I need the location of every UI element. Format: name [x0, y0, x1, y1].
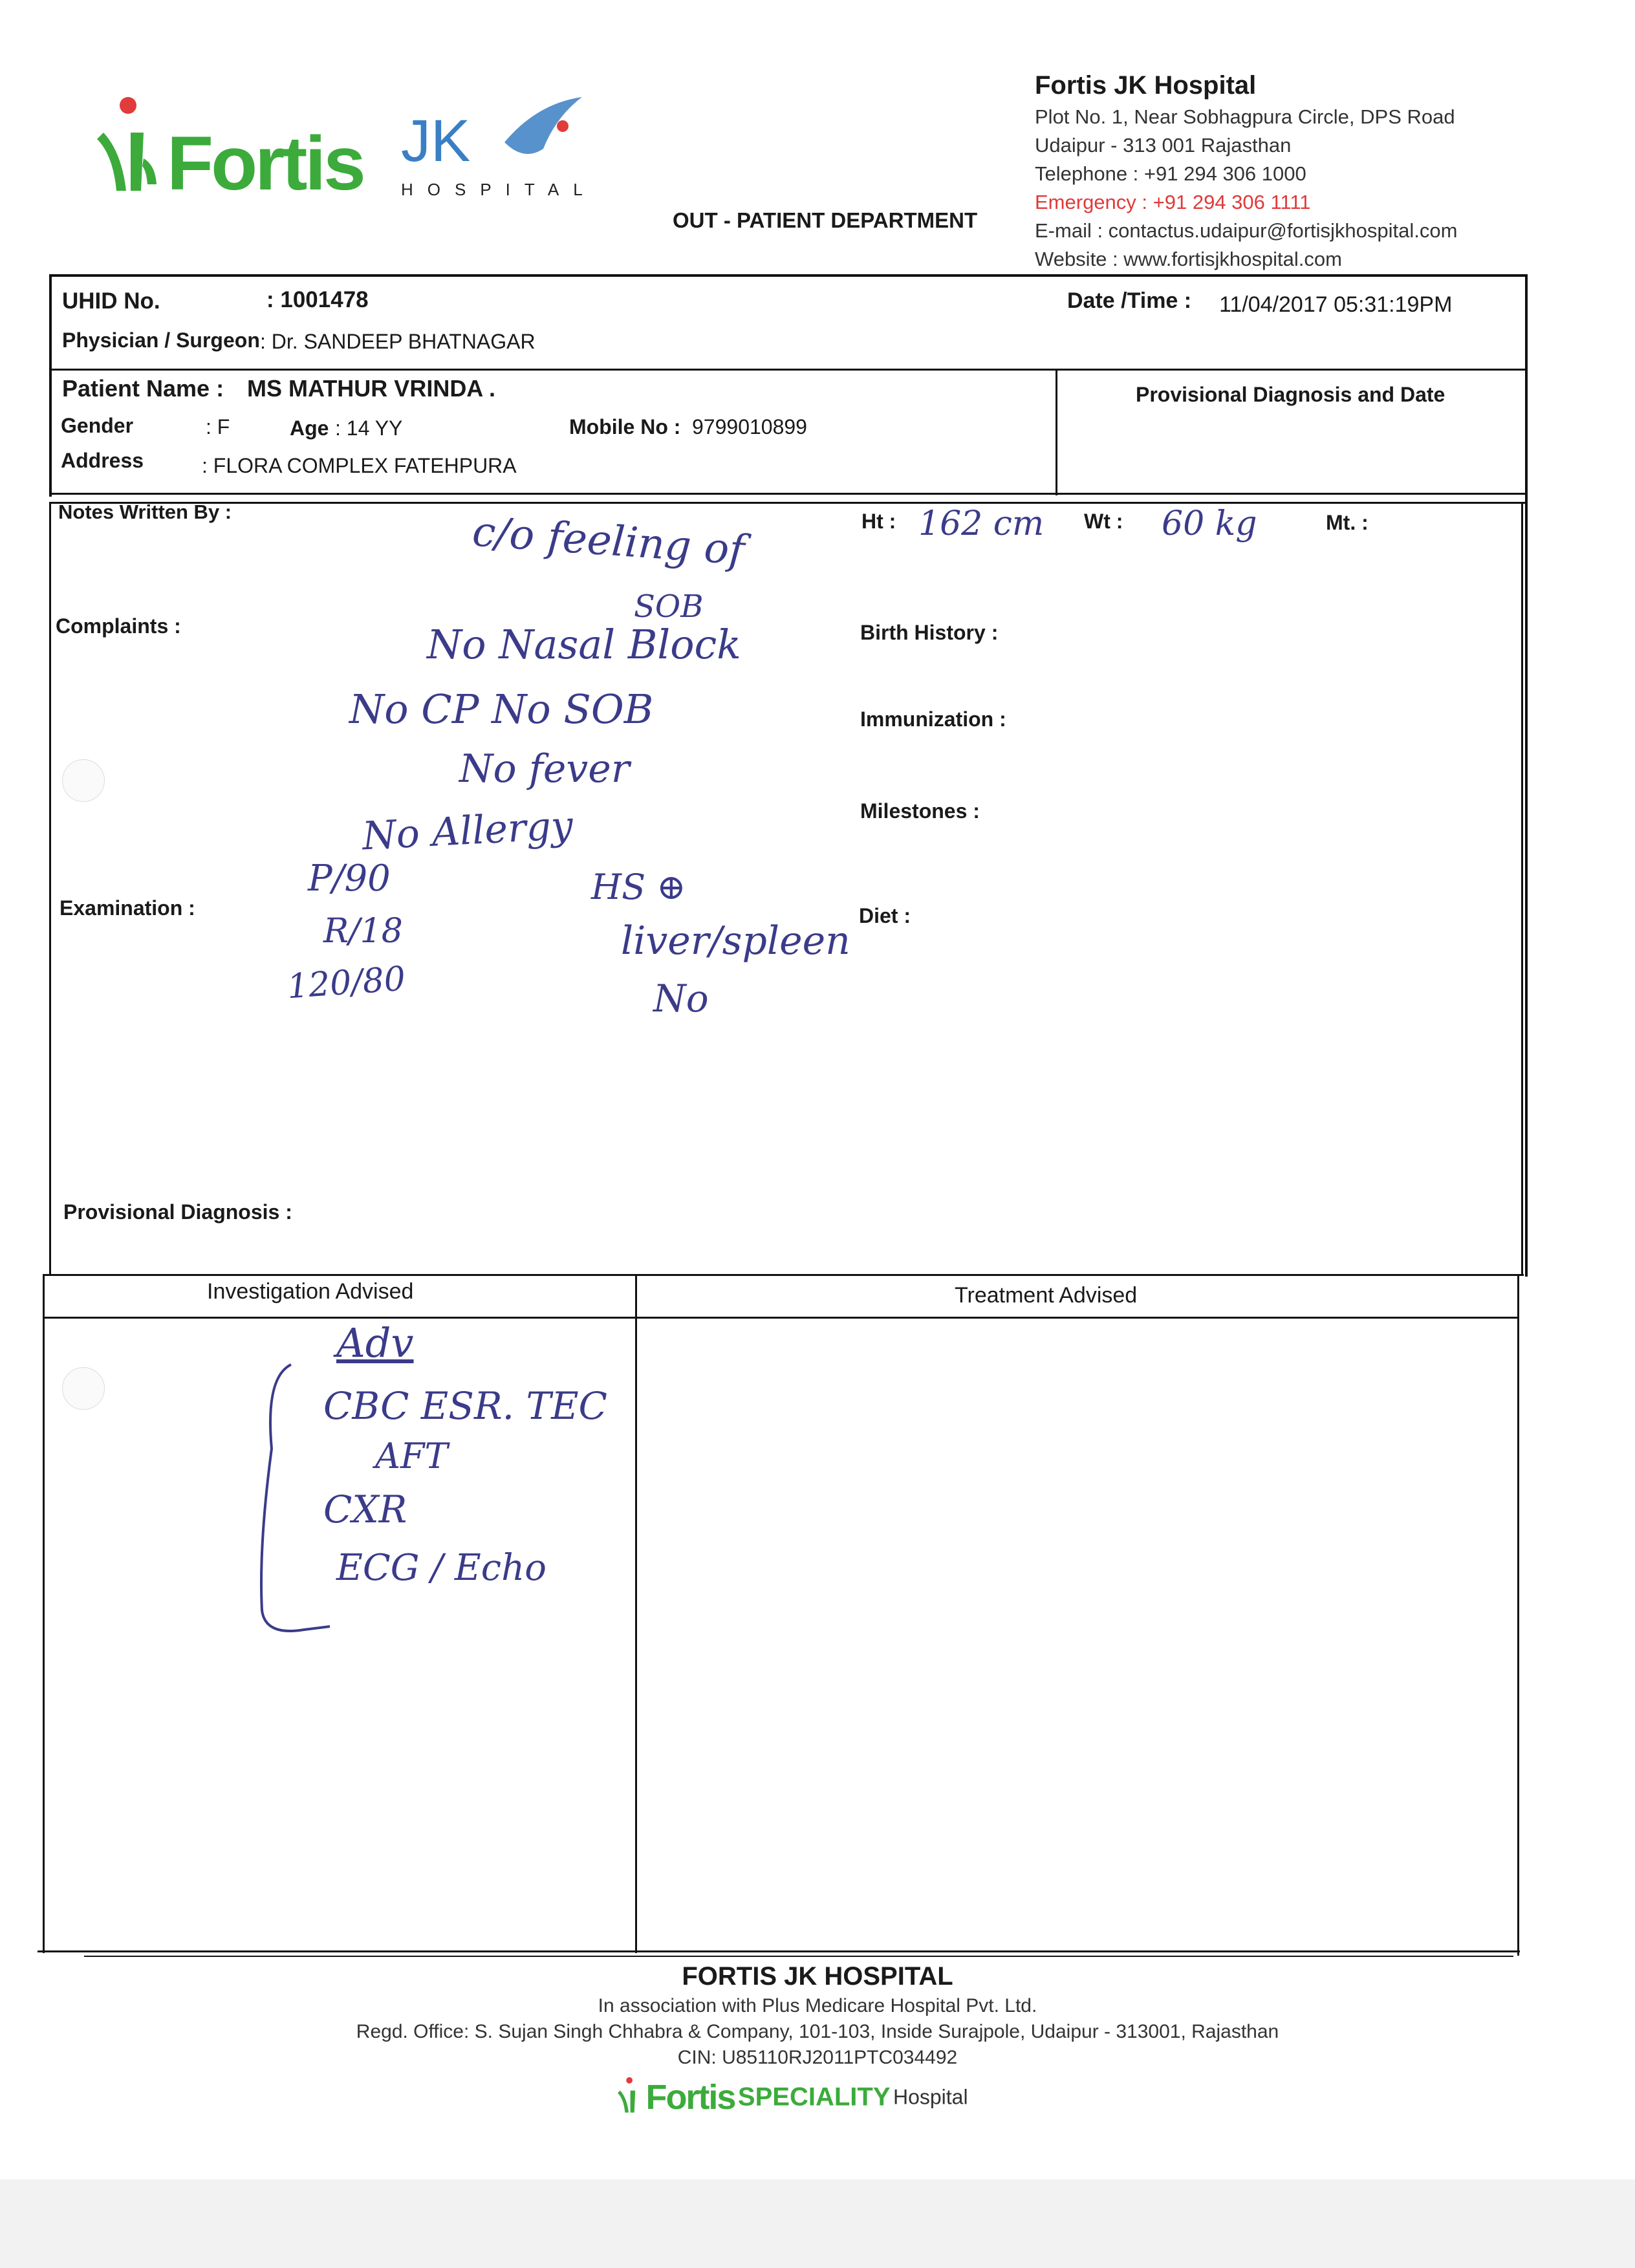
address-label: Address [61, 449, 144, 472]
scan-bottom-edge [0, 2179, 1635, 2268]
fortis-figure-small-icon [614, 2076, 643, 2119]
physician-value: : Dr. SANDEEP BHATNAGAR [260, 330, 536, 353]
handwritten-investigation-5: ECG / Echo [336, 1547, 547, 1589]
handwritten-complaint-6: No Allergy [361, 803, 574, 859]
footer-block [0, 1960, 1635, 2071]
patient-name-label: Patient Name : [62, 375, 224, 402]
mobile-value: 9799010899 [692, 415, 807, 438]
diet-label: Diet : [859, 904, 911, 927]
fortis-wordmark: Fortis [167, 121, 363, 206]
address-value: : FLORA COMPLEX FATEHPURA [202, 454, 517, 477]
hospital-contact-block [1035, 71, 1457, 274]
investigation-advised-header: Investigation Advised [207, 1279, 414, 1304]
milestones-label: Milestones : [860, 799, 980, 823]
hospital-name: Fortis JK Hospital [1035, 71, 1257, 100]
birth-history-label: Birth History : [860, 621, 999, 644]
provisional-diagnosis-date-label: Provisional Diagnosis and Date [1136, 383, 1446, 406]
footer-title: FORTIS JK HOSPITAL [682, 1962, 953, 1991]
immunization-label: Immunization : [860, 707, 1006, 731]
examination-label: Examination : [60, 896, 195, 920]
date-time-label: Date /Time : [1067, 288, 1192, 313]
complaints-label: Complaints : [56, 614, 181, 638]
jk-hospital-text: HOSPITAL [401, 180, 597, 199]
age-value: : 14 YY [335, 416, 403, 440]
patient-name-value: MS MATHUR VRINDA . [247, 375, 495, 402]
handwritten-complaint-4: No CP No SOB [349, 686, 654, 733]
uhid-label: UHID No. [62, 288, 160, 314]
treatment-advised-header: Treatment Advised [955, 1283, 1138, 1308]
handwritten-investigation-3: AFT [375, 1436, 448, 1476]
handwritten-complaint-2: SOB [634, 589, 704, 625]
hospital-email: E-mail : contactus.udaipur@fortisjkhospital.com [1035, 219, 1458, 242]
gender-value: : F [206, 415, 230, 438]
height-value: 162 cm [918, 504, 1045, 543]
footer-cin: CIN: U85110RJ2011PTC034492 [677, 2047, 958, 2068]
handwritten-complaint-1: c/o feeling of [470, 508, 746, 575]
age-label: Age [290, 416, 329, 440]
footer-brand-speciality: SPECIALITY [737, 2082, 891, 2111]
handwritten-exam-no: No [653, 977, 709, 1021]
hospital-telephone: Telephone : +91 294 306 1000 [1035, 162, 1306, 185]
fortis-figure-icon [91, 94, 162, 207]
footer-brand [614, 2076, 968, 2121]
handwritten-investigation-1: Adv [336, 1319, 414, 1366]
provisional-diagnosis-label: Provisional Diagnosis : [63, 1200, 292, 1224]
jk-hospital-logo [401, 91, 595, 207]
handwritten-exam-pulse: P/90 [308, 858, 391, 900]
handwritten-exam-resp: R/18 [323, 912, 403, 951]
hospital-website: Website : www.fortisjkhospital.com [1035, 248, 1342, 270]
handwritten-exam-hs: HS ⊕ [591, 867, 686, 907]
handwritten-investigation-4: CXR [323, 1487, 407, 1531]
footer-brand-hospital: Hospital [893, 2085, 968, 2109]
jk-wordmark: JK [401, 108, 471, 174]
jk-swoosh-icon [498, 91, 589, 168]
handwritten-complaint-5: No fever [459, 746, 630, 792]
footer-regd-office: Regd. Office: S. Sujan Singh Chhabra & Company, 101-103, Inside Surajpole, Udaipur - 313001, Rajasthan [356, 2021, 1279, 2042]
footer-association: In association with Plus Medicare Hospital Pvt. Ltd. [598, 1995, 1037, 2016]
handwritten-complaint-3: No Nasal Block [427, 621, 741, 668]
physician-label: Physician / Surgeon [62, 329, 260, 352]
handwritten-investigation-2: CBC ESR. TEC [323, 1384, 607, 1428]
uhid-value: : 1001478 [266, 287, 369, 312]
date-time-value: 11/04/2017 05:31:19PM [1219, 292, 1453, 317]
hospital-emergency: Emergency : +91 294 306 1111 [1035, 191, 1311, 213]
handwritten-bracket-icon [252, 1352, 330, 1649]
height-label: Ht : [861, 510, 896, 533]
handwritten-exam-liver: liver/spleen [621, 918, 850, 964]
notes-written-by-label: Notes Written By : [58, 501, 232, 523]
handwritten-exam-bp: 120/80 [286, 959, 407, 1007]
punch-hole-top [62, 759, 105, 802]
gender-label: Gender [61, 414, 134, 437]
punch-hole-bottom [62, 1367, 105, 1410]
department-title: OUT - PATIENT DEPARTMENT [673, 208, 978, 232]
hospital-address-line1: Plot No. 1, Near Sobhagpura Circle, DPS Road [1035, 105, 1455, 128]
mobile-label: Mobile No : [569, 415, 681, 438]
hospital-address-line2: Udaipur - 313 001 Rajasthan [1035, 134, 1292, 157]
weight-label: Wt : [1084, 510, 1123, 533]
footer-brand-fortis: Fortis [645, 2078, 735, 2117]
fortis-logo [91, 94, 375, 207]
weight-value: 60 kg [1162, 504, 1257, 543]
mt-label: Mt. : [1326, 511, 1369, 534]
